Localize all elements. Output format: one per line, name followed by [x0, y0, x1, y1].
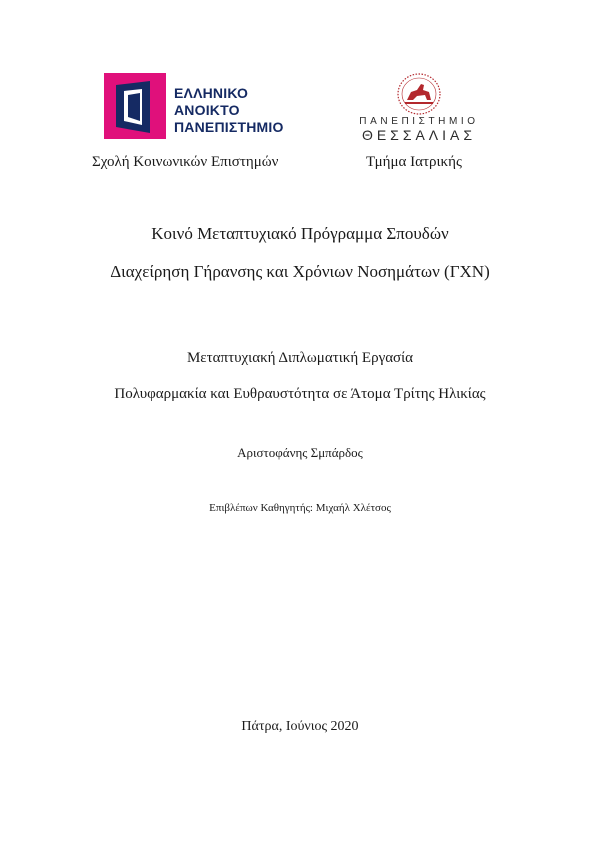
- uth-name-line1: ΠΑΝΕΠΙΣΤΗΜΙΟ: [359, 116, 479, 127]
- eap-logo: [100, 71, 290, 141]
- uth-seal-icon: [387, 70, 451, 116]
- uth-name-line2: ΘΕΣΣΑΛΙΑΣ: [361, 127, 477, 143]
- supervisor: Επιβλέπων Καθηγητής: Μιχαήλ Χλέτσος: [209, 502, 391, 514]
- eap-logo-text: [174, 85, 284, 136]
- place-date: Πάτρα, Ιούνιος 2020: [241, 719, 359, 734]
- eap-logo-line: ΠΑΝΕΠΙΣΤΗΜΙΟ: [174, 119, 284, 135]
- department-name: Τμήμα Ιατρικής: [366, 154, 462, 170]
- thesis-type: Μεταπτυχιακή Διπλωματική Εργασία: [186, 350, 414, 366]
- program-title: Κοινό Μεταπτυχιακό Πρόγραμμα Σπουδών: [151, 224, 449, 243]
- uth-logo: [350, 70, 490, 142]
- school-name: Σχολή Κοινωνικών Επιστημών: [92, 154, 279, 170]
- eap-logo-line: ΕΛΛΗΝΙΚΟ: [174, 85, 249, 101]
- program-name: Διαχείρηση Γήρανσης και Χρόνιων Νοσημάτων (ΓΧΝ): [110, 262, 490, 281]
- thesis-title: Πολυφαρμακία και Ευθραυστότητα σε Άτομα Τρίτης Ηλικίας: [114, 386, 486, 402]
- eap-mark-icon: [100, 71, 170, 141]
- author-name: Αριστοφάνης Σμπάρδος: [237, 445, 363, 460]
- eap-logo-line: ΑΝΟΙΚΤΟ: [174, 102, 240, 118]
